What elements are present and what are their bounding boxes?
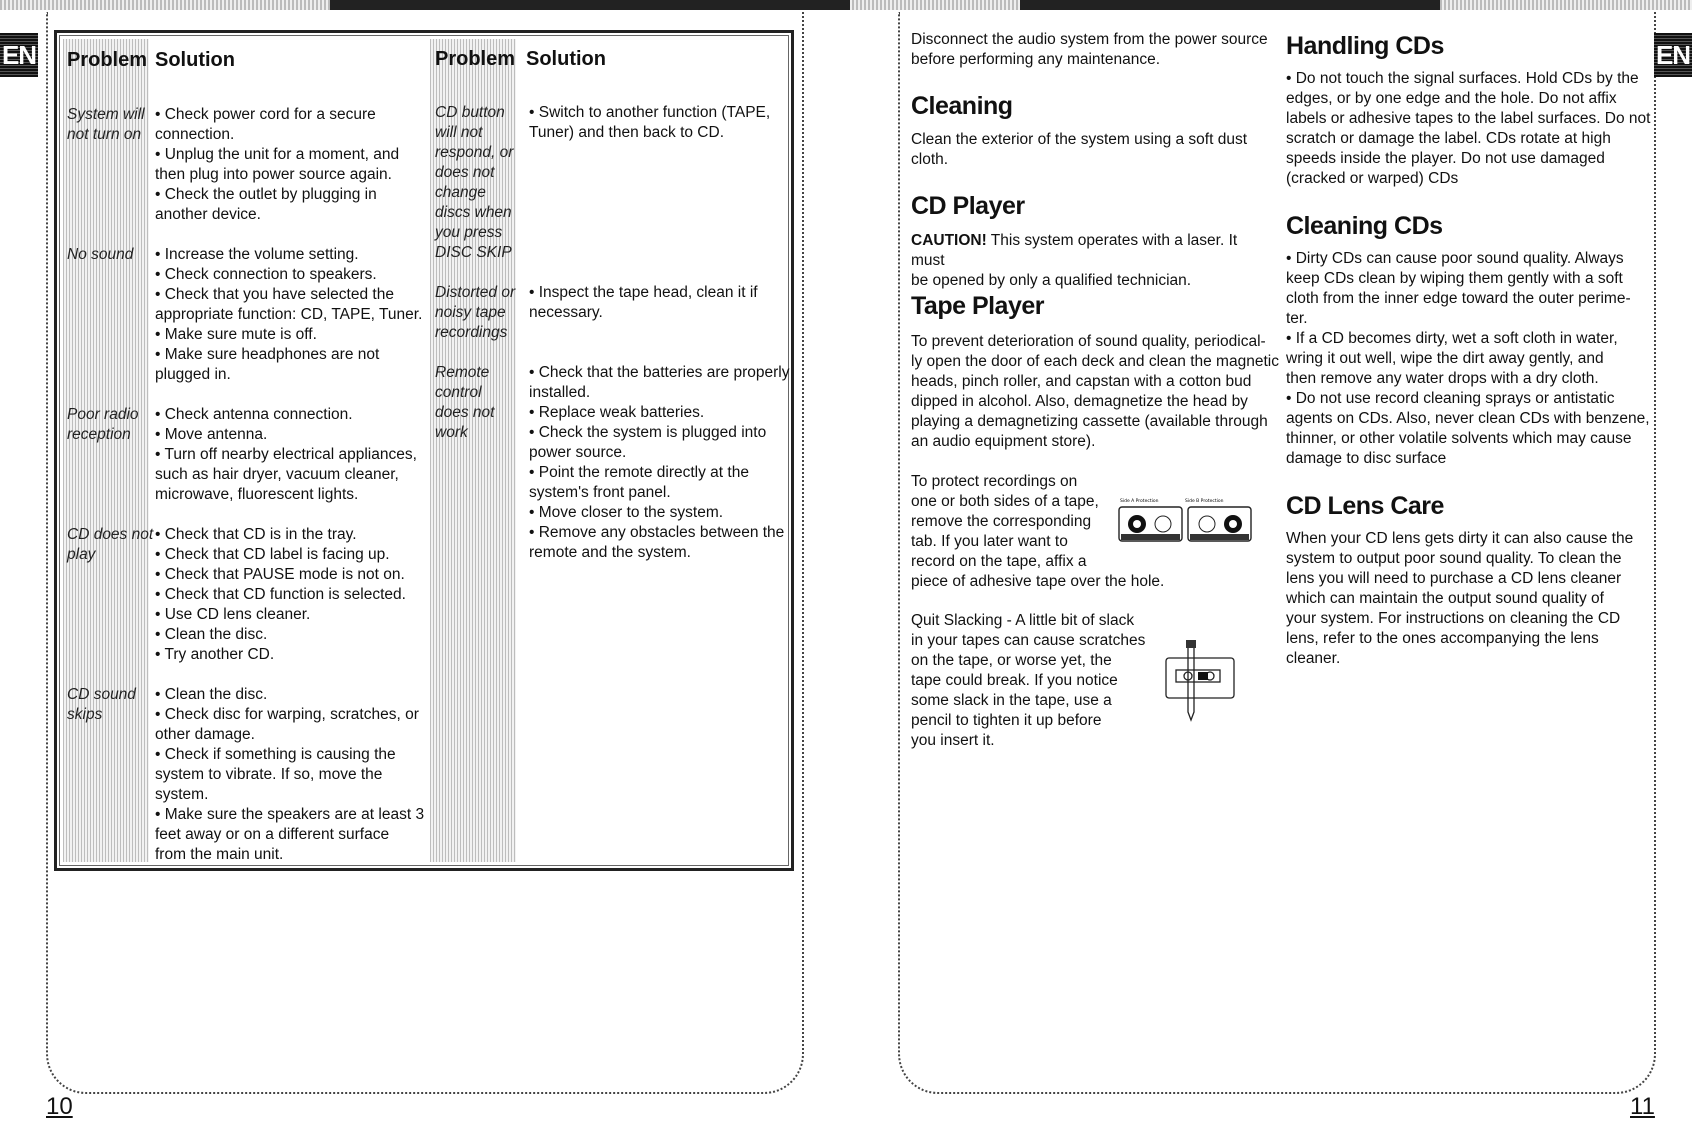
- solution-cell: • Clean the disc. • Check disc for warping, scratches, or other damage. • Check if something is causing the system to vibrate. If so, move the system. • Make sure the speakers are at least 3 feet away or on a different surface from the main unit.: [155, 686, 425, 863]
- side-b-label: Side B Protection: [1185, 499, 1224, 504]
- cd-lens-care-text: When your CD lens gets dirty it can also cause the system to output poor sound quality. To clean the lens you will need to purchase a CD lens cleaner which can maintain the output sound quality of your system. For instructions on cleaning the CD lens, refer to the ones accompanying the lens cleaner.: [1286, 530, 1634, 667]
- cassette-protection-illustration: [1117, 492, 1257, 544]
- solution-header: Solution: [155, 49, 235, 71]
- solution-cell: • Check that CD is in the tray. • Check that CD label is facing up. • Check that PAUSE mode is not on. • Check that CD function is selected. • Use CD lens cleaner. • Clean the disc. • Try another CD.: [155, 526, 406, 663]
- solution-cell: • Check that the batteries are properly installed. • Replace weak batteries. • Check the system is plugged into power source. • Point the remote directly at the system's front panel. • Move closer to the system. • Remove any obstacles between the remote and the system.: [529, 364, 790, 561]
- problem-cell: System will not turn on: [67, 106, 145, 143]
- cd-player-text: [911, 231, 1271, 291]
- cleaning-heading: Cleaning: [911, 92, 1013, 120]
- tape-slack-text: Quit Slacking - A little bit of slack in your tapes can cause scratches on the tape, or worse yet, the tape could break. If you notice some slack in the tape, use a pencil to tighten it up before you insert it.: [911, 612, 1146, 749]
- solution-cell: • Check power cord for a secure connection. • Unplug the unit for a moment, and then plug into power source again. • Check the outlet by plugging in another device.: [155, 106, 400, 223]
- cleaning-text: Clean the exterior of the system using a soft dust cloth.: [911, 131, 1248, 168]
- top-bar-dark-segment: [1020, 0, 1440, 10]
- handling-cds-heading: Handling CDs: [1286, 32, 1444, 60]
- problem-cell: No sound: [67, 246, 134, 263]
- problem-header: Problem: [67, 49, 148, 71]
- caution-label: CAUTION!: [911, 232, 987, 249]
- tape-protect-text: To protect recordings on one or both sides of a tape, remove the corresponding tab. If you later want to record on the tape, affix a piece of adhesive tape over the hole.: [911, 473, 1165, 590]
- cd-lens-care-heading: CD Lens Care: [1286, 492, 1444, 520]
- solution-cell: • Increase the volume setting. • Check connection to speakers. • Check that you have selected the appropriate function: CD, TAPE, Tuner. • Make sure mute is off. • Make sure headphones are not plugged in.: [155, 246, 423, 383]
- cleaning-cds-text: • Dirty CDs can cause poor sound quality. Always keep CDs clean by wiping them gently with a soft cloth from the inner edge toward the outer perime- ter. • If a CD becomes dirty, wet a soft cloth in water, wring it out well, wipe the dirt away gently, and then remove any water drops with a dry cloth. • Do not use record cleaning sprays or antistatic agents on CDs. Also, never clean CDs with benzene, thinner, or other volatile solvents which may cause damage to disc surface: [1286, 250, 1650, 467]
- solution-cell: • Inspect the tape head, clean it if necessary.: [529, 284, 758, 321]
- page-number-left: 10: [46, 1093, 73, 1120]
- cd-player-heading: CD Player: [911, 192, 1025, 220]
- top-bar-dark-segment: [330, 0, 850, 10]
- language-tab-right: EN: [1654, 33, 1692, 77]
- problem-header: Problem: [435, 48, 516, 70]
- problem-cell: CD button will not respond, or does not change discs when you press DISC SKIP: [435, 104, 514, 261]
- problem-cell: Remote control does not work: [435, 364, 495, 441]
- problem-cell: Distorted or noisy tape recordings: [435, 284, 516, 341]
- solution-cell: • Check antenna connection. • Move antenna. • Turn off nearby electrical appliances, such as hair dryer, vacuum cleaner, microwave, fluorescent lights.: [155, 406, 417, 503]
- pencil-cassette-illustration: [1160, 636, 1240, 722]
- problem-column-shading: [63, 39, 149, 862]
- language-tab-left: EN: [0, 33, 38, 77]
- cleaning-cds-heading: Cleaning CDs: [1286, 212, 1443, 240]
- side-a-label: Side A Protection: [1120, 499, 1159, 504]
- solution-cell: • Switch to another function (TAPE, Tuner) and then back to CD.: [529, 104, 771, 141]
- problem-cell: CD does not play: [67, 526, 154, 563]
- tape-player-text: To prevent deterioration of sound quality, periodical- ly open the door of each deck and clean the magnetic heads, pinch roller, and capstan with a cotton bud dipped in alcohol. Also, demagnetize the head by playing a demagnetizing cassette (available through an audio equipment store).: [911, 333, 1279, 450]
- tape-player-heading: Tape Player: [911, 292, 1045, 320]
- troubleshooting-table: [54, 30, 794, 871]
- cd-player-caution-text: This system operates with a laser. It must be opened by only a qualified technician.: [911, 232, 1238, 289]
- problem-cell: CD sound skips: [67, 686, 136, 723]
- page-number-right: 11: [1630, 1093, 1655, 1120]
- top-scan-bar: [0, 0, 1692, 10]
- solution-header: Solution: [526, 48, 606, 70]
- problem-cell: Poor radio reception: [67, 406, 139, 443]
- handling-cds-text: • Do not touch the signal surfaces. Hold CDs by the edges, or by one edge and the hole. Do not affix labels or adhesive tapes to the label surfaces. Do not scratch or damage the label. CDs rotate at high speeds inside the player. Do not use damaged (cracked or warped) CDs: [1286, 70, 1651, 187]
- cassette-protection-icon: [1117, 492, 1257, 544]
- pencil-tighten-icon: [1160, 636, 1240, 722]
- maintenance-intro: Disconnect the audio system from the power source before performing any maintenance.: [911, 31, 1268, 68]
